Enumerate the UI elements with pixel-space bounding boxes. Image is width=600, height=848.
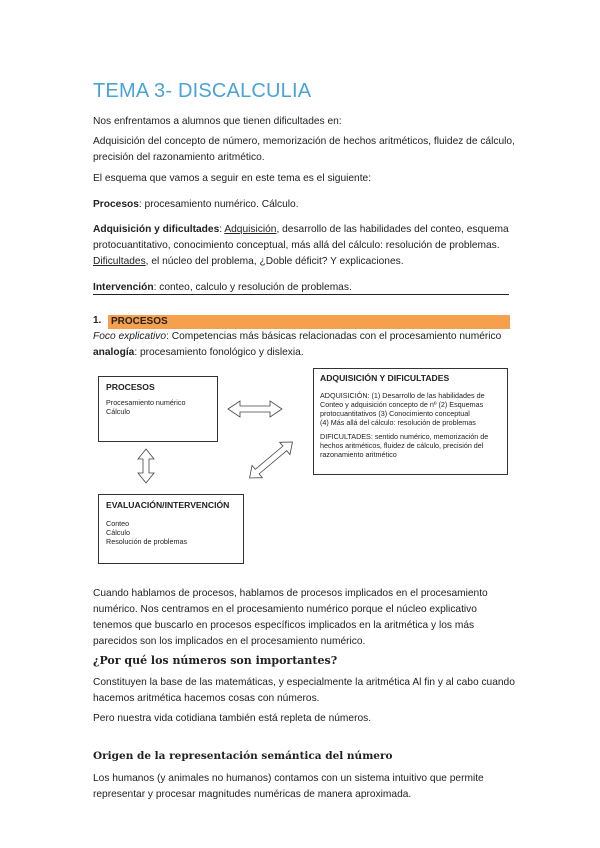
adquisicion-link: Adquisición (224, 224, 277, 235)
diagram-adquisicion-box: ADQUISICIÓN Y DIFICULTADES ADQUISICIÓN: (1) Desarrollo de las habilidades de Conteo y adquisición concepto de nº (2) Esquemas protocuantitativos (3) Conocimiento conceptual (4) Más allá del cálculo: resolución de problemas DIFICULTADES: sentido numérico, memorización de hechos aritméticos, fluidez de cálculo, precisión del razonamiento aritmético (313, 368, 508, 475)
procesos-label: Procesos (93, 199, 139, 210)
arrow-procesos-adquisicion (228, 401, 282, 417)
dificultades-link: Dificultades (93, 256, 146, 267)
diagram-procesos-title: PROCESOS (106, 382, 155, 392)
origin-heading: Origen de la representación semántica del número (93, 750, 393, 762)
arrow-evaluacion-adquisicion (244, 436, 297, 484)
intro-text: Nos enfrentamos a alumnos que tienen dificultades en: (93, 116, 342, 127)
diagram-evaluacion-box: EVALUACIÓN/INTERVENCIÓN Conteo Cálculo Resolución de problemas (98, 494, 244, 564)
why-paragraph-1: Constituyen la base de las matemáticas, y especialmente la aritmética Al fin y al cabo cuando hacemos aritmética hacemos cosas con números. (93, 677, 515, 704)
arrow-procesos-evaluacion (138, 449, 154, 483)
procesos-paragraph: Cuando hablamos de procesos, hablamos de procesos implicados en el procesamiento numérico. Nos centramos en el procesamiento numérico porque el núcleo explicativo tenemos que buscarlo en procesos específicos implicados en la aritmética y los más parecidos son los implicados en el procesamiento numérico. (93, 588, 488, 647)
foco-label: Foco explicativo (93, 331, 167, 342)
adquisicion-label: Adquisición y dificultades (93, 224, 220, 235)
section-number: 1. (93, 315, 102, 326)
diagram-adquisicion-title: ADQUISICIÓN Y DIFICULTADES (320, 373, 450, 383)
section-heading: PROCESOS (111, 316, 168, 327)
dificultades-text: , el núcleo del problema, ¿Doble déficit? Y explicaciones. (145, 256, 404, 267)
difficulties-text: Adquisición del concepto de número, memorización de hechos aritméticos, fluidez de cálculo, precisión del razonamiento aritmético. (93, 136, 515, 163)
analogia-text: : procesamiento fonológico y dislexia. (134, 347, 304, 358)
diagram-evaluacion-title: EVALUACIÓN/INTERVENCIÓN (106, 500, 230, 510)
why-paragraph-2: Pero nuestra vida cotidiana también está repleta de números. (93, 713, 372, 724)
diagram-procesos-box: PROCESOS Procesamiento numérico Cálculo (98, 376, 218, 442)
why-heading: ¿Por qué los números son importantes? (93, 654, 338, 667)
adquisicion-text: , desarrollo de las habilidades del conteo, esquema protocuantitativo, conocimiento conceptual, más allá del cálculo: resolución de problemas. (93, 224, 509, 251)
page-title: TEMA 3- DISCALCULIA (93, 80, 312, 102)
intervencion-text: : conteo, calculo y resolución de problemas. (153, 282, 352, 293)
foco-text: : Competencias más básicas relacionadas con el procesamiento numérico (166, 331, 502, 342)
scheme-intro-text: El esquema que vamos a seguir en este tema es el siguiente: (93, 173, 372, 184)
analogia-label: analogía (93, 347, 135, 358)
procesos-text: : procesamiento numérico. Cálculo. (138, 199, 299, 210)
origin-paragraph: Los humanos (y animales no humanos) contamos con un sistema intuitivo que permite representar y procesar magnitudes numéricas de manera aproximada. (93, 773, 484, 800)
adquisicion-paragraph: Adquisición y dificultades: Adquisición, desarrollo de las habilidades del conteo, esquema protocuantitativo, conocimiento conceptual, más allá del cálculo: resolución de problemas. Dificultades, el núcleo del problema, ¿Doble déficit? Y explicaciones. (93, 224, 509, 267)
intervencion-label: Intervención (93, 282, 154, 293)
